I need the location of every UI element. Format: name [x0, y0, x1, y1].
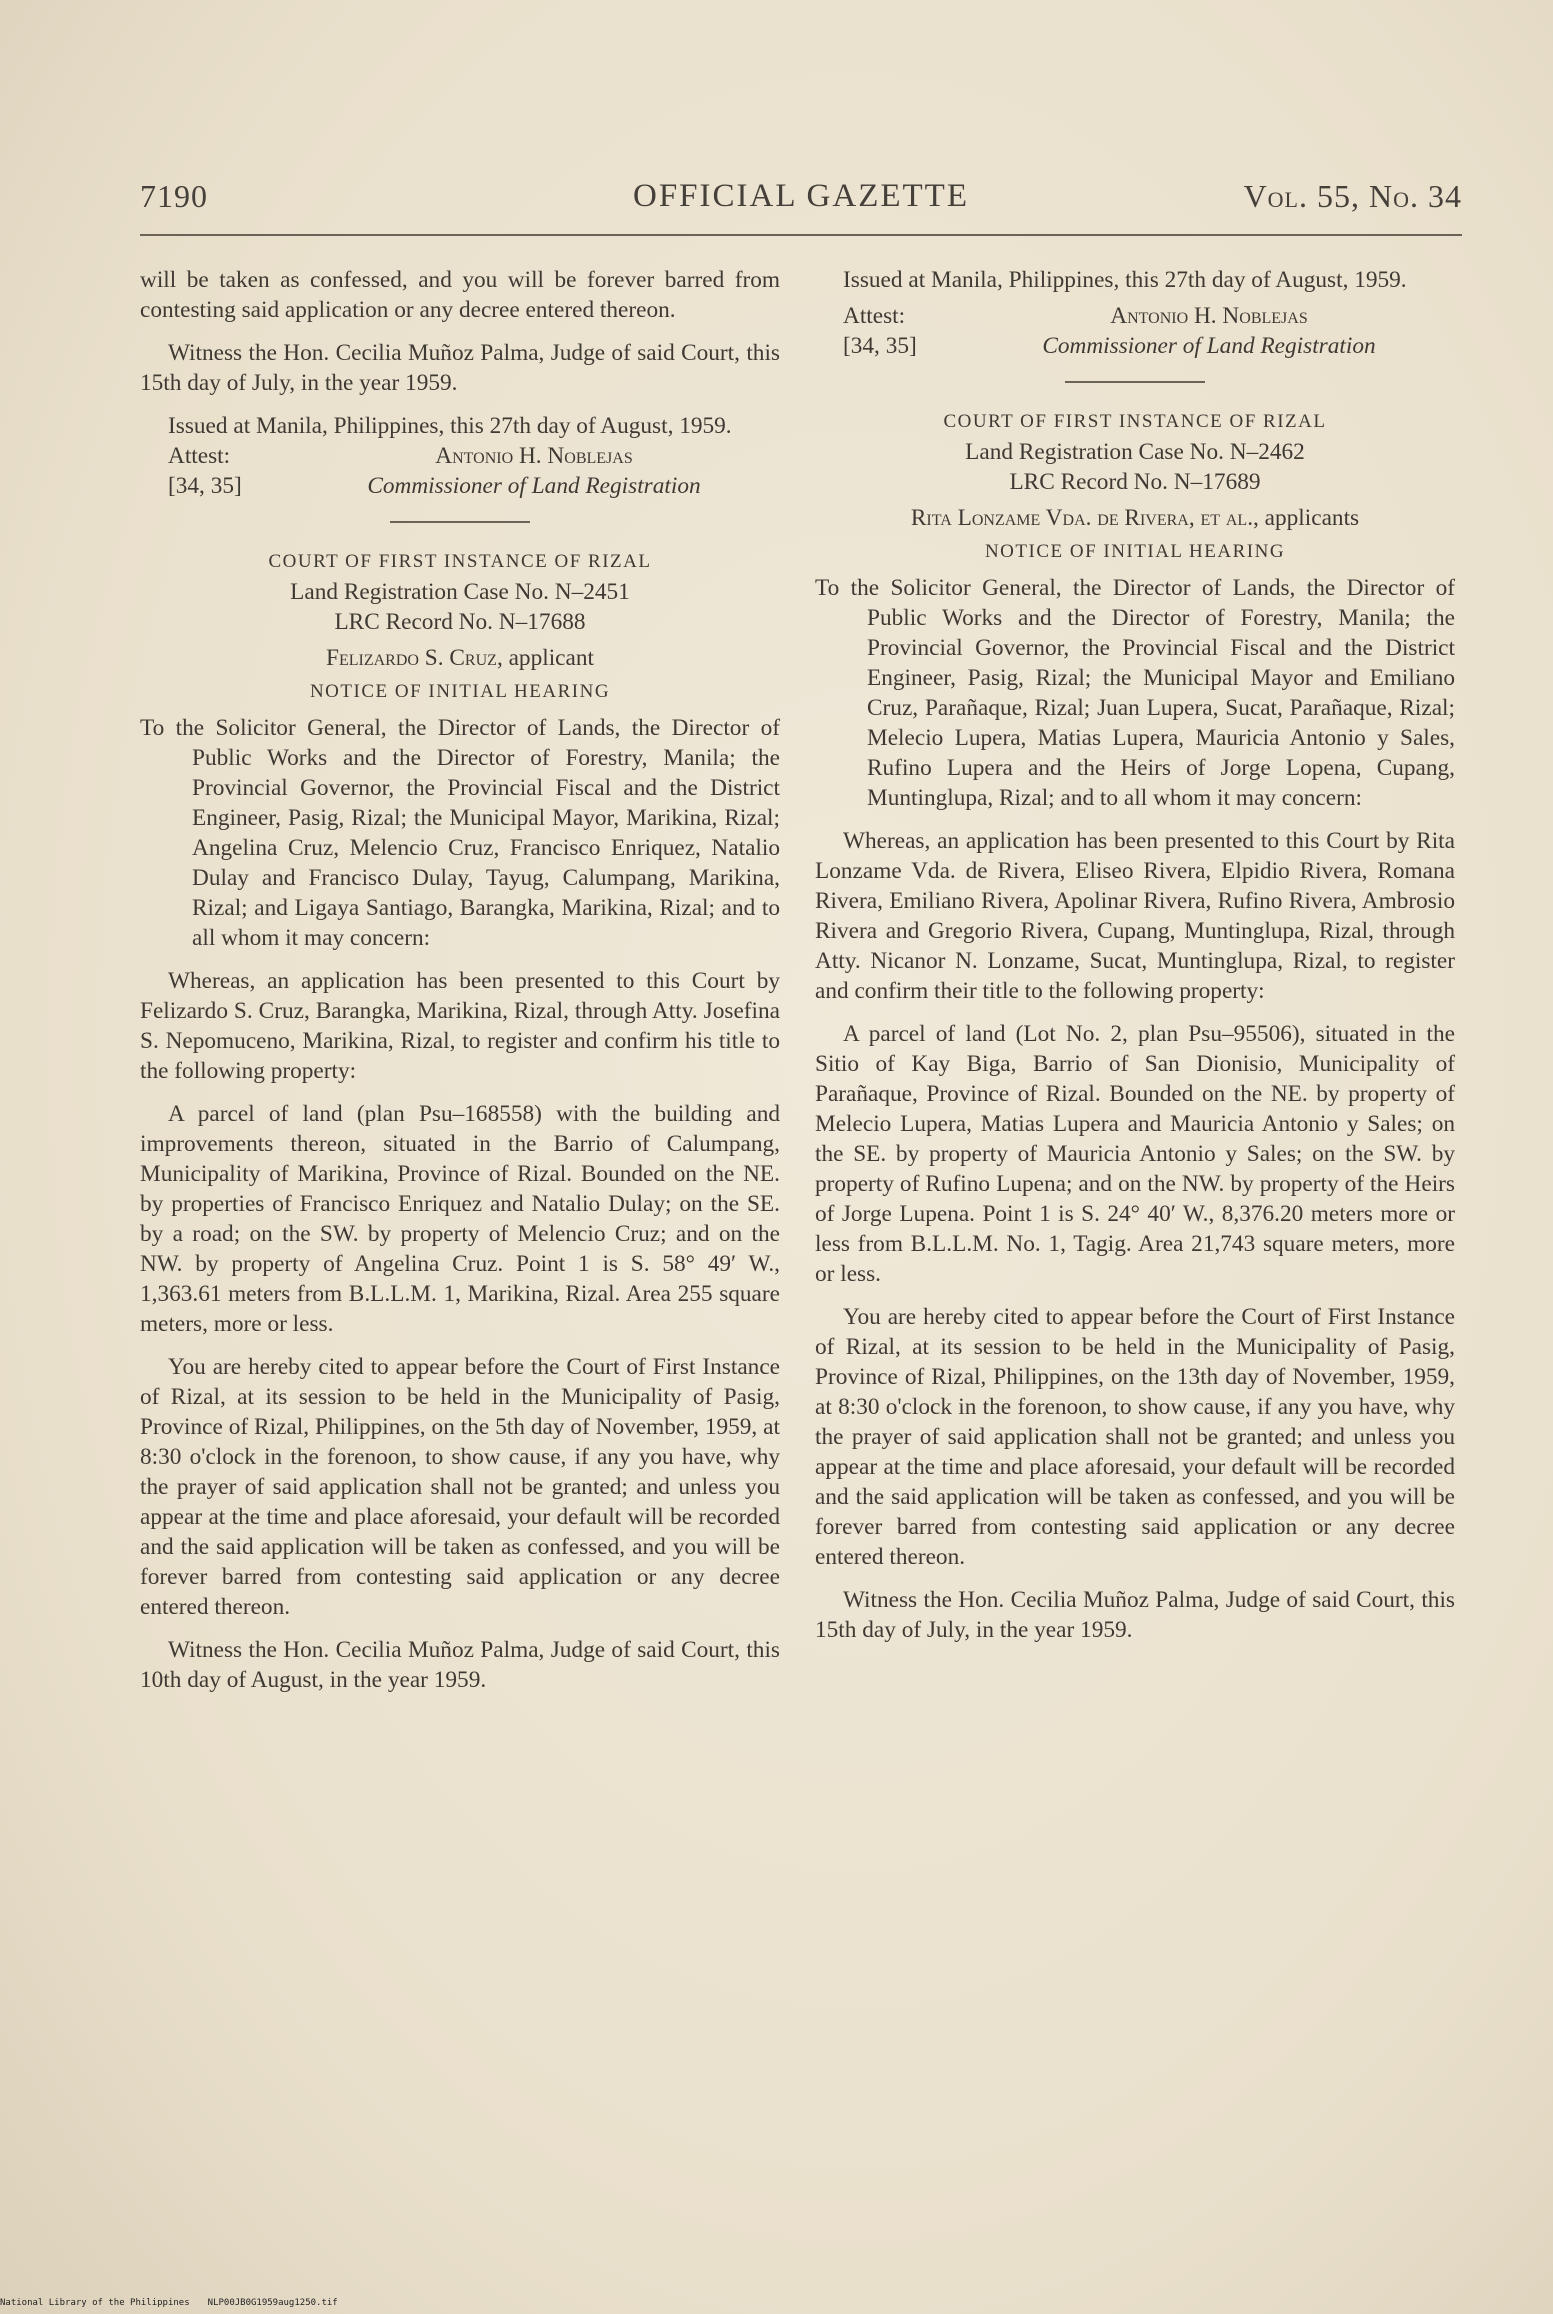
attest-name: Antonio H. Noblejas [1110, 303, 1308, 329]
parcel-paragraph: A parcel of land (plan Psu–168558) with the building and improvements thereon, situated in the Barrio of Calumpang, Municipality of Marikina, Province of Rizal. Bounded on the NE. by properties of Francisco Enriquez and Natalio Dulay; on the SE. by a road; on the SW. by property of Melencio Cruz; and on the NW. by property of Angelina Cruz. Point 1 is S. 58° 49′ W., 1,363.61 meters from B.L.L.M. 1, Marikina, Rizal. Area 255 square meters, more or less. [140, 1101, 780, 1337]
attest-name: Antonio H. Noblejas [435, 443, 633, 469]
volume-issue: Vol. 55, No. 34 [1243, 178, 1462, 214]
attest-title: Commissioner of Land Registration [367, 473, 701, 499]
issued-paragraph: Issued at Manila, Philippines, this 27th day of August, 1959. [843, 267, 1407, 293]
attest-title: Commissioner of Land Registration [1042, 333, 1376, 359]
attest-title-line [140, 471, 780, 501]
whereas-paragraph: Whereas, an application has been presented to this Court by Felizardo S. Cruz, Barangka, Marikina, Rizal, through Atty. Josefina S. Nepomuceno, Marikina, Rizal, to register and confirm his title to the following property: [140, 968, 780, 1084]
attest-label: Attest: [843, 303, 906, 329]
applicant-line [140, 643, 780, 673]
witness-paragraph: Witness the Hon. Cecilia Muñoz Palma, Judge of said Court, this 15th day of July, in the year 1959. [815, 1587, 1455, 1643]
parcel-paragraph: A parcel of land (Lot No. 2, plan Psu–95506), situated in the Sitio of Kay Biga, Barrio of San Dionisio, Municipality of Parañaque, Province of Rizal. Bounded on the NE. by property of Melecio Lupera, Matias Lupera and Mauricia Antonio y Sales; on the SE. by property of Mauricia Antonio y Sales; on the SW. by property of Rufino Lupena; and on the NW. by property of the Heirs of Jorge Lupena. Point 1 is S. 24° 40′ W., 8,376.20 meters more or less from B.L.L.M. No. 1, Tagig. Area 21,743 square meters, more or less. [815, 1021, 1455, 1287]
applicant-name: Rita Lonzame Vda. de Rivera, et al. [910, 505, 1254, 531]
applicant-name: Felizardo S. Cruz [326, 645, 497, 671]
notice-heading: NOTICE OF INITIAL HEARING [984, 541, 1286, 562]
case-number: Land Registration Case No. N–2462 [965, 439, 1305, 465]
library-credit: National Library of the Philippines [0, 2298, 190, 2308]
lrc-record: LRC Record No. N–17689 [1009, 469, 1261, 495]
applicant-line [815, 503, 1455, 533]
applicant-role: , applicants [1253, 505, 1360, 531]
cited-paragraph: You are hereby cited to appear before the Court of First Instance of Rizal, at its session to be held in the Municipality of Pasig, Province of Rizal, Philippines, on the 13th day of November, 1959, at 8:30 o'clock in the forenoon, to show cause, if any you have, why the prayer of said application shall not be granted; and unless you appear at the time and place aforesaid, your default will be recorded and the said application will be taken as confessed, and you will be forever barred from contesting said application or any decree entered thereon. [815, 1304, 1455, 1570]
attest-block [140, 441, 780, 471]
page-number: 7190 [140, 178, 208, 214]
addressee-paragraph: To the Solicitor General, the Director of Lands, the Director of Public Works and the Director of Forestry, Manila; the Provincial Governor, the Provincial Fiscal and the District Engineer, Pasig, Rizal; the Municipal Mayor and Emiliano Cruz, Parañaque, Rizal; Juan Lupera, Sucat, Parañaque, Rizal; Melecio Lupera, Matias Lupera, Mauricia Antonio y Sales, Rufino Lupera and the Heirs of Jorge Lopena, Cupang, Muntinglupa, Rizal; and to all whom it may concern: [815, 575, 1455, 811]
attest-ref: [34, 35] [843, 333, 917, 359]
page-header [140, 178, 1462, 222]
attest-block [815, 301, 1455, 331]
publication-title: OFFICIAL GAZETTE [633, 178, 969, 214]
lrc-record: LRC Record No. N–17688 [334, 609, 586, 635]
left-column [140, 265, 780, 1695]
case-number: Land Registration Case No. N–2451 [290, 579, 630, 605]
scan-footer [0, 2298, 420, 2308]
right-column [815, 265, 1455, 1645]
applicant-role: , applicant [496, 645, 594, 671]
court-heading: COURT OF FIRST INSTANCE OF RIZAL [268, 551, 652, 572]
section-divider [1065, 381, 1205, 383]
cited-paragraph: You are hereby cited to appear before the Court of First Instance of Rizal, at its session to be held in the Municipality of Pasig, Province of Rizal, Philippines, on the 5th day of November, 1959, at 8:30 o'clock in the forenoon, to show cause, if any you have, why the prayer of said application shall not be granted; and unless you appear at the time and place aforesaid, your default will be recorded and the said application will be taken as confessed, and you will be forever barred from contesting said application or any decree entered thereon. [140, 1354, 780, 1620]
continued-paragraph: will be taken as confessed, and you will be forever barred from contesting said application or any decree entered thereon. [140, 267, 780, 323]
notice-heading: NOTICE OF INITIAL HEARING [309, 681, 611, 702]
issued-paragraph: Issued at Manila, Philippines, this 27th day of August, 1959. [168, 413, 732, 439]
attest-title-line [815, 331, 1455, 361]
witness-paragraph-2: Witness the Hon. Cecilia Muñoz Palma, Judge of said Court, this 10th day of August, in the year 1959. [140, 1637, 780, 1693]
addressee-paragraph: To the Solicitor General, the Director of Lands, the Director of Public Works and the Director of Forestry, Manila; the Provincial Governor, the Provincial Fiscal and the District Engineer, Pasig, Rizal; the Municipal Mayor, Marikina, Rizal; Angelina Cruz, Melencio Cruz, Francisco Enriquez, Natalio Dulay and Francisco Dulay, Tayug, Calumpang, Marikina, Rizal; and Ligaya Santiago, Barangka, Marikina, Rizal; and to all whom it may concern: [140, 715, 780, 951]
attest-label: Attest: [168, 443, 231, 469]
attest-ref: [34, 35] [168, 473, 242, 499]
section-divider [390, 521, 530, 523]
whereas-paragraph: Whereas, an application has been presented to this Court by Rita Lonzame Vda. de Rivera, Eliseo Rivera, Elpidio Rivera, Romana Rivera, Emiliano Rivera, Apolinar Rivera, Rufino Rivera, Ambrosio Rivera and Gregorio Rivera, Cupang, Muntinglupa, Rizal, through Atty. Nicanor N. Lonzame, Sucat, Muntinglupa, Rizal, to register and confirm their title to the following property: [815, 828, 1455, 1004]
court-heading: COURT OF FIRST INSTANCE OF RIZAL [943, 411, 1327, 432]
scan-filename: NLP00JB0G1959aug1250.tif [207, 2298, 338, 2308]
witness-paragraph: Witness the Hon. Cecilia Muñoz Palma, Judge of said Court, this 15th day of July, in the year 1959. [140, 340, 780, 396]
header-rule [140, 234, 1462, 236]
